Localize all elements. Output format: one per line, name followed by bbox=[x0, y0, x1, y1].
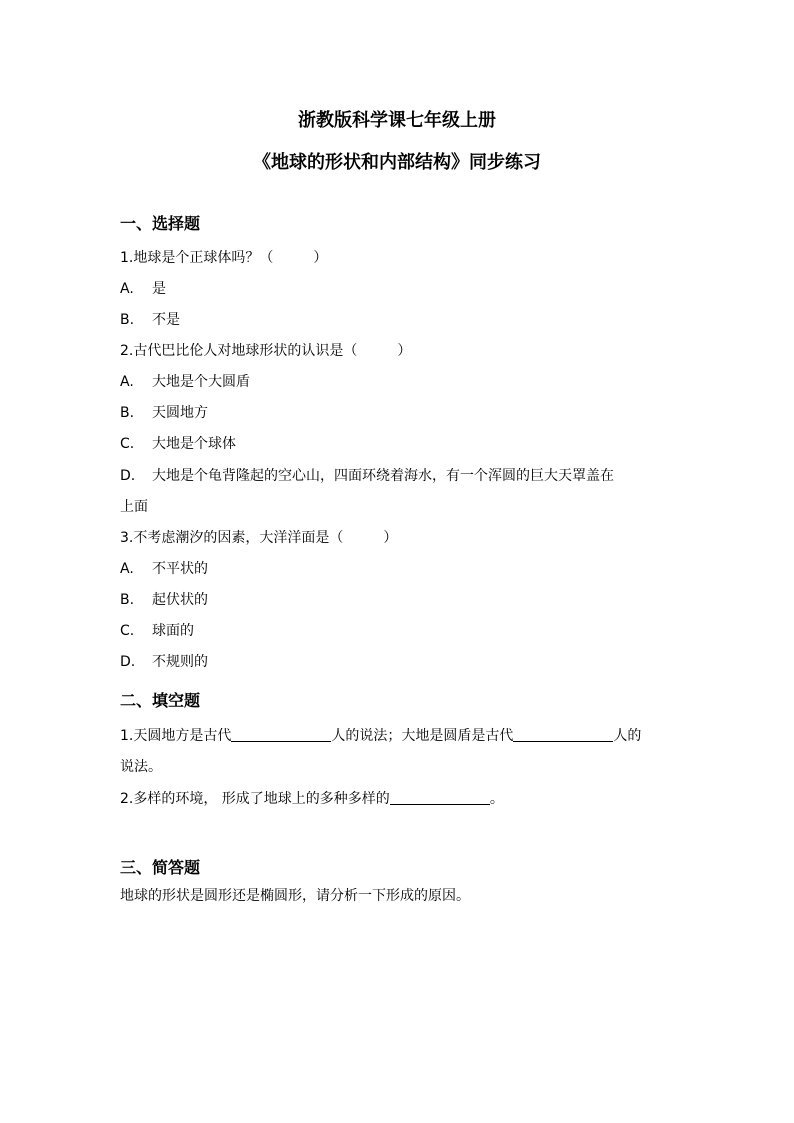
option-letter: A. bbox=[120, 281, 134, 297]
answer-blank[interactable] bbox=[390, 790, 490, 805]
question-paren-close: ） bbox=[313, 250, 328, 266]
document-title: 浙教版科学课七年级上册 bbox=[298, 110, 496, 131]
option-b bbox=[120, 310, 180, 330]
question-stem: 3.不考虑潮汐的因素，大洋洋面是（ bbox=[120, 530, 344, 546]
section-heading-choice: 一、选择题 bbox=[120, 214, 201, 233]
option-b bbox=[120, 590, 208, 610]
option-letter: B. bbox=[120, 405, 135, 421]
option-text: 大地是个大圆盾 bbox=[152, 374, 250, 390]
option-a bbox=[120, 279, 166, 299]
option-text: 球面的 bbox=[152, 623, 194, 639]
option-letter: B. bbox=[120, 592, 135, 608]
option-text: 不平状的 bbox=[152, 561, 208, 577]
fill-question-1 bbox=[120, 726, 641, 746]
short-answer-question: 地球的形状是圆形还是椭圆形，请分析一下形成的原因。 bbox=[120, 888, 470, 904]
fill-question-1-continuation: 说法。 bbox=[120, 759, 162, 775]
option-b bbox=[120, 403, 208, 423]
option-text: 起伏状的 bbox=[152, 592, 208, 608]
question-3 bbox=[120, 528, 397, 548]
option-c bbox=[120, 434, 236, 454]
option-a bbox=[120, 372, 250, 392]
answer-blank[interactable] bbox=[231, 727, 331, 742]
option-letter: D. bbox=[120, 468, 136, 484]
fill-text: 1.天圆地方是古代 bbox=[120, 728, 232, 744]
question-paren-close: ） bbox=[397, 343, 412, 359]
option-letter: B. bbox=[120, 312, 135, 328]
answer-blank[interactable] bbox=[513, 727, 613, 742]
option-d bbox=[120, 652, 208, 672]
option-d bbox=[120, 466, 614, 486]
option-text: 是 bbox=[152, 281, 166, 297]
fill-text: 。 bbox=[489, 791, 504, 807]
option-letter: D. bbox=[120, 654, 136, 670]
option-text: 天圆地方 bbox=[152, 405, 208, 421]
option-text: 不是 bbox=[152, 312, 180, 328]
option-c bbox=[120, 621, 194, 641]
option-letter: C. bbox=[120, 623, 135, 639]
document-subtitle: 《地球的形状和内部结构》同步练习 bbox=[253, 152, 541, 173]
section-heading-short-answer: 三、简答题 bbox=[120, 858, 201, 877]
question-paren-close: ） bbox=[383, 530, 398, 546]
fill-text: 人的说法；大地是圆盾是古代 bbox=[331, 728, 514, 744]
section-heading-fill: 二、填空题 bbox=[120, 691, 201, 710]
question-1 bbox=[120, 248, 327, 268]
fill-text: 人的 bbox=[613, 728, 642, 744]
question-stem: 1.地球是个正球体吗？（ bbox=[120, 250, 274, 266]
option-d-continuation: 上面 bbox=[120, 499, 148, 515]
fill-question-2 bbox=[120, 789, 504, 809]
option-text: 大地是个龟背隆起的空心山，四面环绕着海水，有一个浑圆的巨大天罩盖在 bbox=[152, 468, 614, 484]
option-letter: A. bbox=[120, 374, 134, 390]
fill-text: 2.多样的环境， 形成了地球上的多种多样的 bbox=[120, 791, 390, 807]
option-a bbox=[120, 559, 208, 579]
question-2 bbox=[120, 341, 411, 361]
option-text: 不规则的 bbox=[152, 654, 208, 670]
option-letter: A. bbox=[120, 561, 134, 577]
option-text: 大地是个球体 bbox=[152, 436, 236, 452]
option-letter: C. bbox=[120, 436, 135, 452]
question-stem: 2.古代巴比伦人对地球形状的认识是（ bbox=[120, 343, 358, 359]
